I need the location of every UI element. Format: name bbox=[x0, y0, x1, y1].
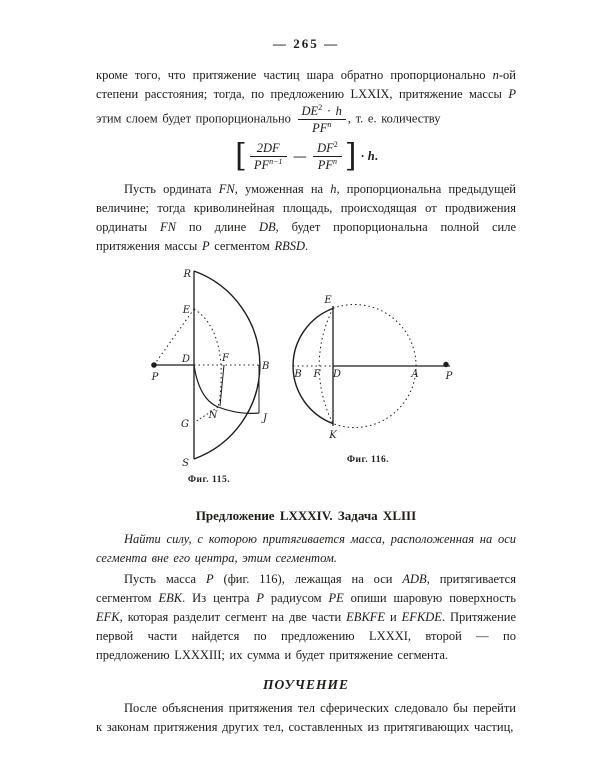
page-number: — 265 — bbox=[273, 36, 339, 51]
fig116-label-B: B bbox=[294, 369, 302, 380]
paragraph-2: Пусть ордината FN, уможенная на h, пропорциональна предыдущей величине; тогда криволинейная площадь, происходящая от продвижения ординаты FN по длине DB, будет пропорциональна полной силе притяжения массы P сегментом RBSD. bbox=[96, 182, 516, 253]
fig115-arc-EFN bbox=[194, 309, 221, 407]
formula-tail: · h. bbox=[360, 149, 378, 163]
figure-116 bbox=[270, 288, 466, 465]
fig115-label-E: E bbox=[182, 305, 190, 316]
figure-115-drawing bbox=[129, 264, 289, 468]
fig115-label-S: S bbox=[182, 458, 189, 468]
minus-sign: — bbox=[293, 149, 307, 163]
paragraph-1-lead: кроме того, что притяжение частиц шара обратно пропорционально n-ой степени расстояния; тогда, по предложению LXXIX, притяжение массы P этим слоем будет пропорционально bbox=[96, 68, 516, 126]
paragraph-1 bbox=[96, 66, 516, 135]
fig115-label-G: G bbox=[181, 419, 189, 430]
fraction-1-denominator: $PF^{n-1}$ bbox=[253, 156, 283, 172]
left-bracket: [ bbox=[235, 137, 247, 175]
paragraph-5: После объяснения притяжения тел сферических следовало бы перейти к законам притяжения других тел, составленных из притягивающих частиц, bbox=[96, 701, 516, 734]
fig116-label-A: A bbox=[411, 369, 419, 380]
figure-116-drawing bbox=[273, 288, 463, 443]
paragraph-3: Найти силу, с которою притягивается масса, расположенная на оси сегмента вне его центра, этим сегментом. bbox=[96, 532, 516, 565]
fraction-2-numerator: $DF^2$ bbox=[313, 141, 342, 157]
paragraph-1-tail: , т. е. количеству bbox=[347, 111, 441, 126]
fig116-label-D: D bbox=[332, 369, 342, 380]
fig115-point-P-dot bbox=[151, 362, 157, 368]
fraction-2-denominator: $PF^n$ bbox=[317, 156, 338, 172]
fig115-label-R: R bbox=[183, 269, 191, 280]
right-bracket: ] bbox=[344, 137, 357, 175]
figures-row bbox=[96, 264, 516, 498]
figure-115-caption: Фиг. 115. bbox=[187, 475, 231, 485]
formula-fraction-2 bbox=[313, 141, 342, 172]
paragraph-4: Пусть масса P (фиг. 116), лежащая на оси ADB, притягивается сегментом EBK. Из центра P радиусом PE опиши шаровую поверхность EFK, которая разделит сегмент на две части EBKFE и EFKDE. Притяжение первой части найдется по предложению LXXXI, второй — по предложению LXXXIII; их сумма и будет притяжение сегмента. bbox=[96, 572, 516, 662]
fig115-label-N: N bbox=[208, 410, 218, 421]
fraction-1-numerator: 2DF bbox=[250, 141, 287, 157]
figure-115 bbox=[126, 264, 292, 485]
fig115-label-J: J bbox=[263, 413, 268, 424]
fig116-label-K: K bbox=[329, 430, 337, 441]
fig115-ordinate-FN bbox=[220, 365, 224, 406]
fig115-label-F: F bbox=[222, 353, 229, 364]
scholium-heading: ПОУЧЕНИЕ bbox=[263, 677, 349, 692]
fig116-arc-EBK bbox=[293, 308, 333, 423]
fig115-label-D: D bbox=[181, 354, 190, 365]
fig115-curve-DNJ bbox=[194, 365, 259, 413]
inline-fraction-numerator: $DE^2 \cdot h$ bbox=[298, 104, 346, 120]
figure-116-caption: Фиг. 116. bbox=[346, 455, 390, 465]
display-formula bbox=[96, 137, 516, 175]
fig115-label-P: P bbox=[151, 372, 159, 383]
inline-fraction-denominator: $PF^n$ bbox=[312, 119, 332, 135]
proposition-heading: Предложение LXXXIV. Задача XLIII bbox=[195, 508, 417, 523]
fig116-point-P-dot bbox=[443, 362, 448, 367]
inline-fraction bbox=[298, 104, 346, 135]
formula-fraction-1 bbox=[250, 141, 287, 172]
fig115-label-B: B bbox=[262, 361, 270, 372]
fig116-label-E: E bbox=[324, 295, 332, 306]
fig116-label-F: F bbox=[313, 369, 321, 380]
fig116-label-P: P bbox=[445, 371, 453, 382]
